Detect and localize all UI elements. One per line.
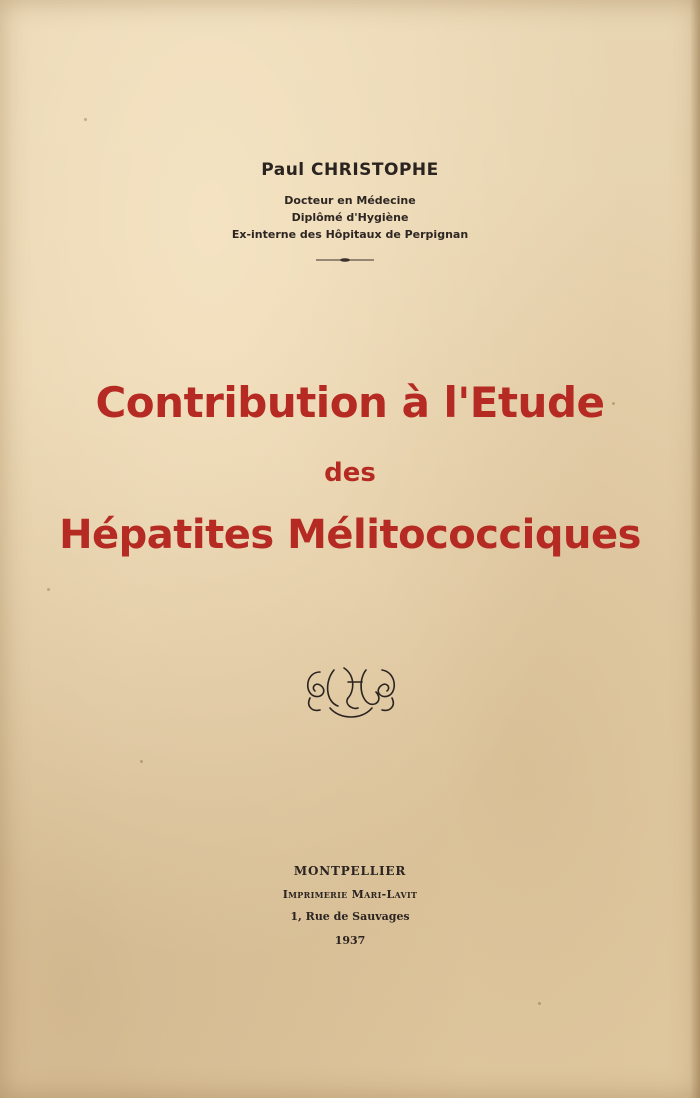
title-line-3: Hépatites Mélitococciques [59, 512, 641, 558]
title-line-2: des [324, 458, 376, 488]
imprint-year: 1937 [334, 934, 366, 947]
credential-line: Docteur en Médecine [284, 194, 416, 207]
author-credentials [0, 192, 700, 243]
title-line-1: Contribution à l'Etude [95, 378, 605, 427]
decorative-rule-icon [316, 256, 374, 264]
paper-speck [84, 118, 87, 121]
paper-speck [140, 760, 143, 763]
printer-ornament-icon [300, 658, 402, 724]
paper-speck [47, 588, 50, 591]
author-name: Paul CHRISTOPHE [261, 160, 439, 180]
imprint-printer: Imprimerie Mari-Lavit [282, 888, 418, 901]
imprint-city: MONTPELLIER [293, 864, 407, 878]
credential-line: Diplômé d'Hygiène [291, 211, 409, 224]
paper-speck [538, 1002, 541, 1005]
imprint-address: 1, Rue de Sauvages [290, 910, 410, 923]
credential-line: Ex-interne des Hôpitaux de Perpignan [231, 228, 469, 241]
